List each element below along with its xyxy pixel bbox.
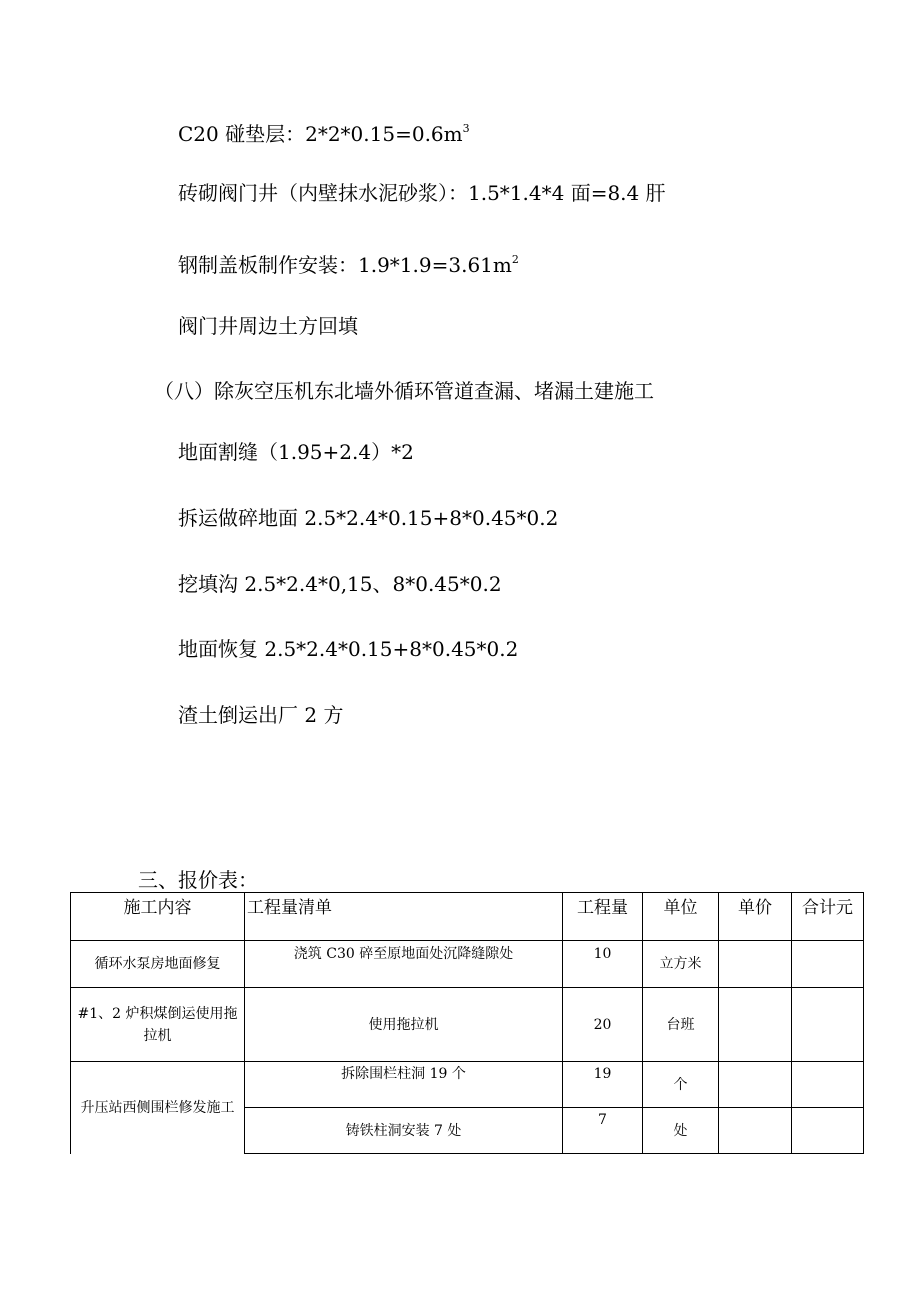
calc-line-restore: 地面恢复 2.5*2.4*0.15+8*0.45*0.2 — [178, 637, 519, 661]
row-price — [719, 1062, 792, 1108]
header-total: 合计元 — [792, 893, 864, 941]
row-price — [719, 1108, 792, 1154]
calc-line-muck: 渣土倒运出厂 2 方 — [178, 703, 344, 727]
row-quantity: 7 — [563, 1108, 643, 1154]
table-row — [71, 941, 864, 988]
row-content: 升压站西侧围栏修发施工 — [71, 1062, 245, 1154]
calc-line-trench: 挖填沟 2.5*2.4*0,15、8*0.45*0.2 — [178, 572, 502, 596]
subsection-heading-8: （八）除灰空压机东北墙外循环管道查漏、堵漏土建施工 — [154, 379, 654, 403]
row-unit: 个 — [643, 1062, 719, 1108]
row-quantity: 10 — [563, 941, 643, 988]
header-quantity: 工程量 — [563, 893, 643, 941]
row-list: 浇筑 C30 碎至原地面处沉降缝隙处 — [245, 941, 563, 988]
row-content: #1、2 炉积煤倒运使用拖拉机 — [71, 988, 245, 1062]
calc-line-demolish: 拆运做碎地面 2.5*2.4*0.15+8*0.45*0.2 — [178, 506, 559, 530]
row-list: 使用拖拉机 — [245, 988, 563, 1062]
row-total — [792, 988, 864, 1062]
row-content: 循环水泵房地面修复 — [71, 941, 245, 988]
row-total — [792, 941, 864, 988]
calc-line-cut-joint: 地面割缝（1.95+2.4）*2 — [178, 440, 414, 464]
row-list: 拆除围栏柱洞 19 个 — [245, 1062, 563, 1108]
calc-line-backfill: 阀门井周边土方回填 — [178, 314, 358, 338]
row-total — [792, 1108, 864, 1154]
calc-line-valve-well: 砖砌阀门井（内壁抹水泥砂浆）：1.5*1.4*4 面=8.4 肝 — [178, 181, 666, 205]
row-unit: 立方米 — [643, 941, 719, 988]
row-unit: 台班 — [643, 988, 719, 1062]
row-quantity: 20 — [563, 988, 643, 1062]
table-row — [71, 988, 864, 1062]
header-list: 工程量清单 — [245, 893, 563, 941]
row-price — [719, 941, 792, 988]
header-price: 单价 — [719, 893, 792, 941]
table-header-row — [71, 893, 864, 941]
header-content: 施工内容 — [71, 893, 245, 941]
quote-table — [70, 892, 864, 1154]
row-price — [719, 988, 792, 1062]
calc-line-steel-cover: 钢制盖板制作安装：$1.9*1.9=3.61m^2$ — [178, 253, 519, 277]
row-total — [792, 1062, 864, 1108]
table-row — [71, 1062, 864, 1108]
row-unit: 处 — [643, 1108, 719, 1154]
calc-line-c20: C20 碰垫层：$2*2*0.15=0.6m^3$ — [178, 122, 470, 146]
section-title-quote: 三、报价表： — [138, 868, 258, 892]
row-quantity: 19 — [563, 1062, 643, 1108]
row-list: 铸铁柱洞安装 7 处 — [245, 1108, 563, 1154]
header-unit: 单位 — [643, 893, 719, 941]
